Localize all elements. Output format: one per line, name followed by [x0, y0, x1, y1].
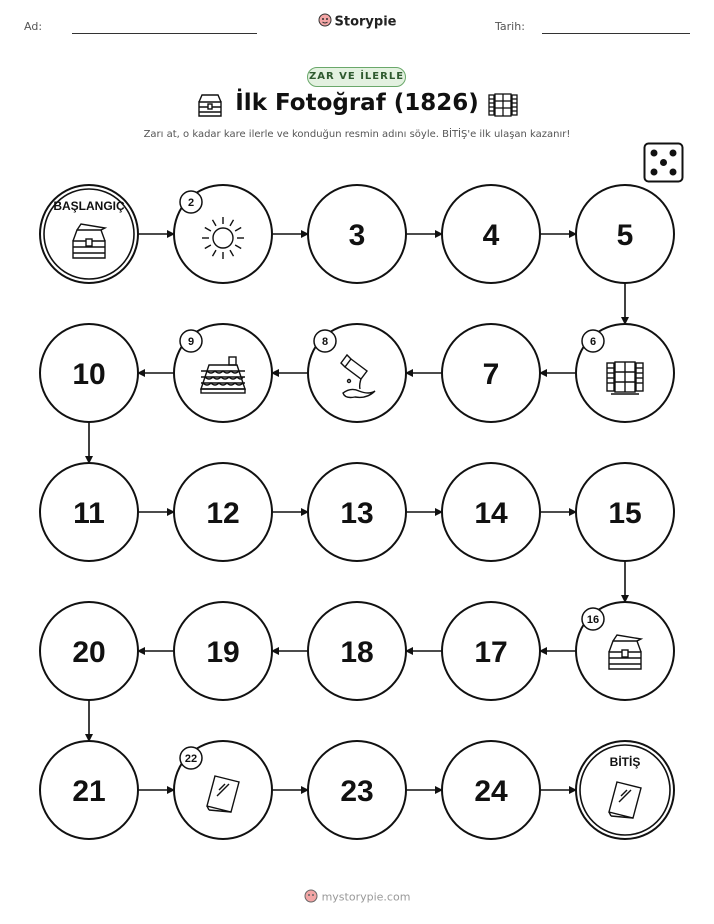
game-type-badge: ZAR VE İLERLE: [307, 67, 406, 87]
board-cell-6[interactable]: [576, 324, 674, 422]
cell-number: 24: [474, 775, 508, 808]
cell-number: 13: [340, 497, 374, 530]
start-label: BAŞLANGIÇ: [53, 199, 125, 213]
cell-number: 21: [72, 775, 106, 808]
cell-number-badge: 9: [187, 336, 195, 348]
name-label: Ad:: [24, 20, 43, 33]
cell-number: 4: [482, 219, 500, 252]
cell-number: 19: [206, 636, 240, 669]
board-cell-15[interactable]: [576, 463, 674, 561]
board-cell-2[interactable]: [174, 185, 272, 283]
board-cell-14[interactable]: [442, 463, 540, 561]
cell-number: 5: [616, 219, 634, 252]
cell-number: 17: [474, 636, 508, 669]
cell-number: 20: [72, 636, 106, 669]
board-cell-3[interactable]: [308, 185, 406, 283]
instructions: Zarı at, o kadar kare ilerle ve konduğun resmin adını söyle. BİTİŞ'e ilk ulaşan kazanır!: [143, 129, 571, 140]
board-cell-18[interactable]: [308, 602, 406, 700]
cell-number: 12: [206, 497, 240, 530]
board-cell-1[interactable]: [40, 185, 138, 283]
board-cell-17[interactable]: [442, 602, 540, 700]
board-cell-4[interactable]: [442, 185, 540, 283]
board-cell-16[interactable]: [576, 602, 674, 700]
cell-number-badge: 2: [187, 197, 195, 209]
board-cell-13[interactable]: [308, 463, 406, 561]
board-cell-22[interactable]: [174, 741, 272, 839]
cell-number: 11: [73, 497, 105, 530]
page-title: İlk Fotoğraf (1826): [235, 90, 479, 116]
cell-number: 3: [348, 219, 366, 252]
board-cell-7[interactable]: [442, 324, 540, 422]
date-label: Tarih:: [495, 20, 525, 33]
board-cell-19[interactable]: [174, 602, 272, 700]
board-cell-20[interactable]: [40, 602, 138, 700]
cell-number-badge: 16: [586, 614, 600, 626]
board-cell-23[interactable]: [308, 741, 406, 839]
cell-number: 23: [340, 775, 374, 808]
finish-label: BİTİŞ: [609, 755, 641, 769]
storypie-logo-icon: [304, 889, 318, 906]
board-cell-8[interactable]: [308, 324, 406, 422]
cell-number: 18: [340, 636, 374, 669]
brand-name: Storypie: [334, 14, 397, 30]
board-cell-9[interactable]: [174, 324, 272, 422]
cell-number-badge: 22: [184, 753, 198, 765]
board-cell-5[interactable]: [576, 185, 674, 283]
footer-url: mystorypie.com: [321, 890, 411, 904]
cell-number-badge: 8: [321, 336, 329, 348]
board-cell-25[interactable]: [576, 741, 674, 839]
board-cell-11[interactable]: [40, 463, 138, 561]
cell-number-badge: 6: [589, 336, 597, 348]
cell-number: 15: [608, 497, 642, 530]
cell-number: 10: [72, 358, 106, 391]
board-cell-12[interactable]: [174, 463, 272, 561]
board-cell-21[interactable]: [40, 741, 138, 839]
board-cell-10[interactable]: [40, 324, 138, 422]
cell-number: 14: [474, 497, 508, 530]
board-cell-24[interactable]: [442, 741, 540, 839]
cell-number: 7: [482, 358, 500, 391]
footer: [0, 889, 714, 906]
